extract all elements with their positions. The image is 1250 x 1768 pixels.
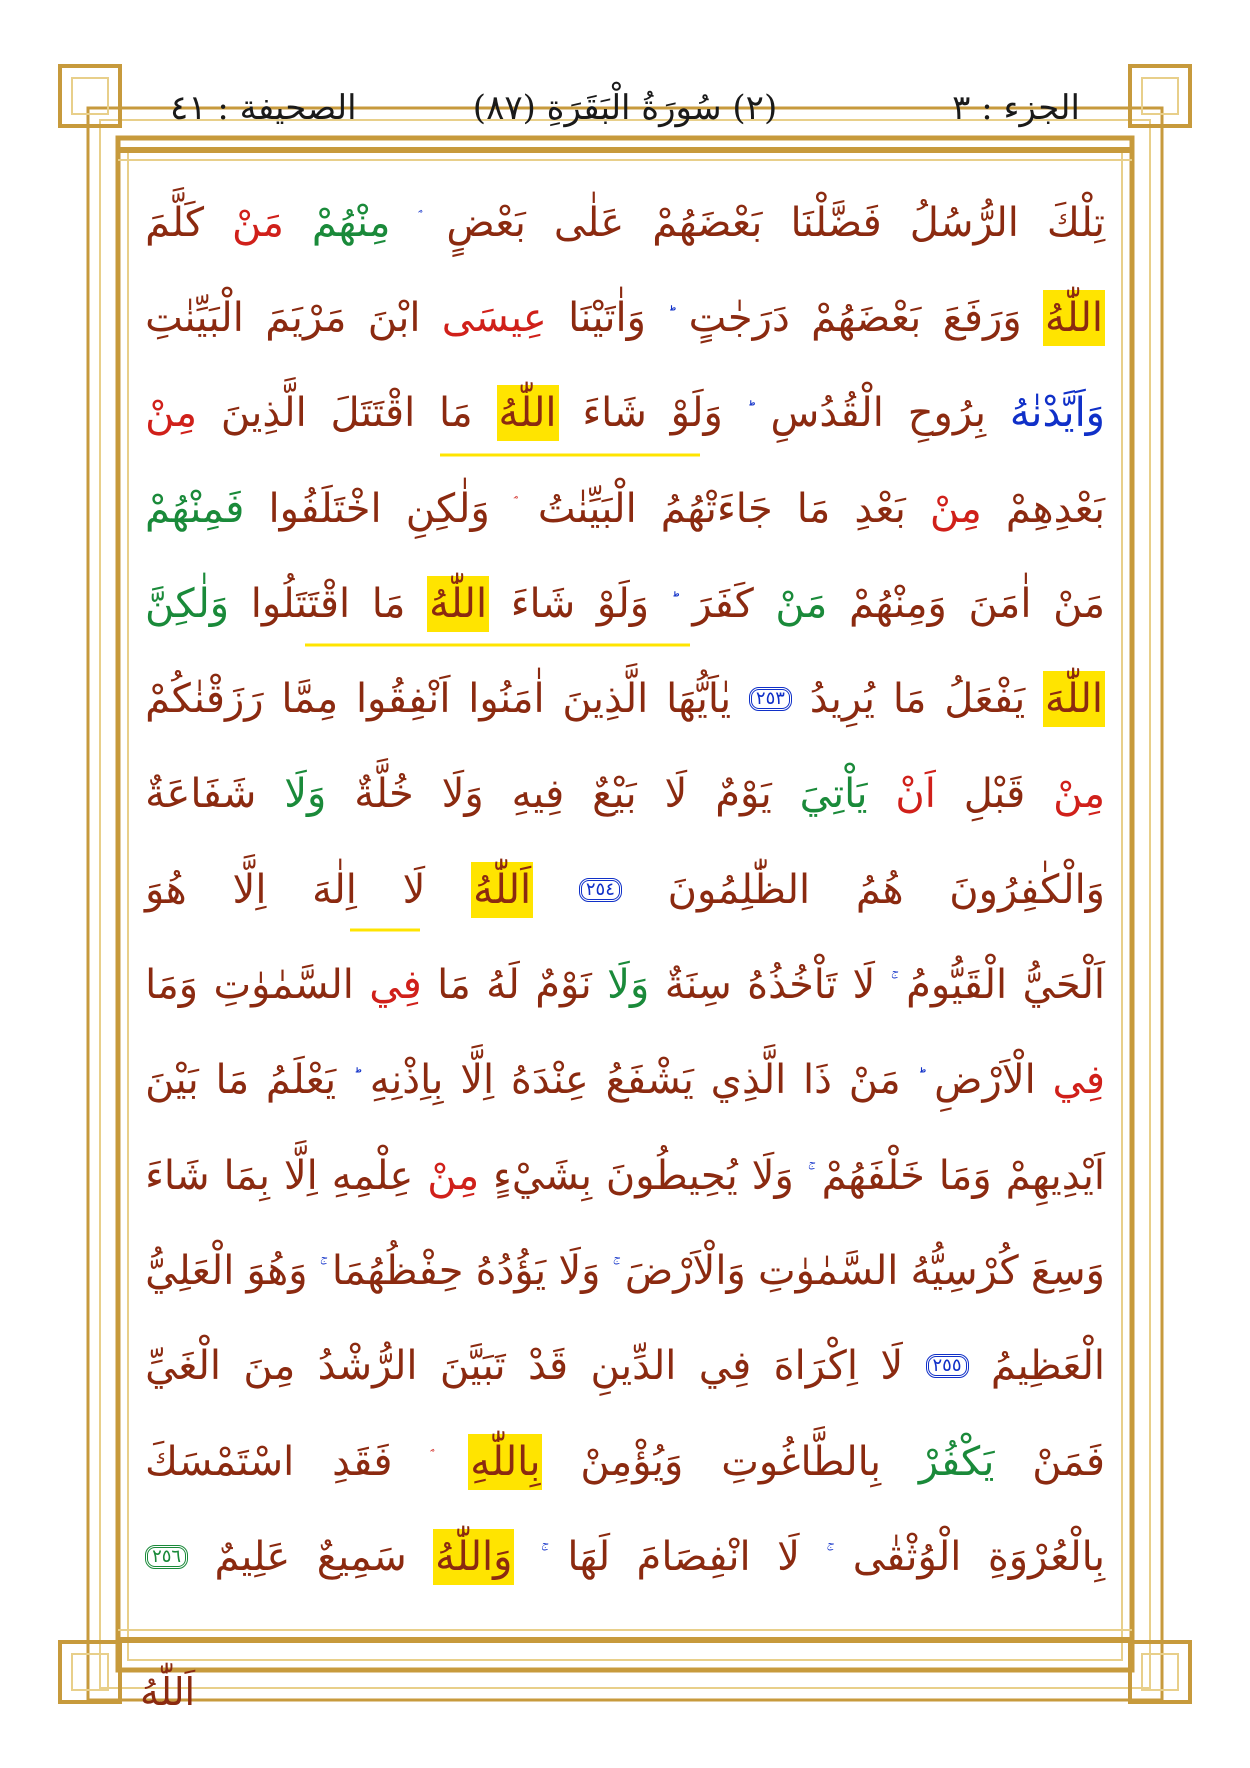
word: وَلَا: [607, 962, 650, 1009]
text-line: [145, 747, 1105, 842]
text-line: [145, 1414, 1105, 1509]
word: الَّذِينَ: [562, 676, 649, 723]
word: ذَا: [803, 1057, 832, 1104]
word: وَاٰتَيْنَا: [568, 294, 646, 341]
word: الْبَيِّنٰتُ: [537, 485, 637, 532]
word: يَوْمٌ: [715, 771, 772, 818]
word: كَفَرَ: [692, 580, 754, 627]
word: خُلَّةٌ: [354, 771, 414, 818]
word: وَهُوَ: [246, 1247, 308, 1294]
word: شَاءَ: [582, 390, 647, 437]
word: مَرْيَمَ: [265, 294, 347, 341]
word: الْاَرْضِ: [934, 1057, 1036, 1104]
word: لَا: [402, 866, 426, 913]
word: مِنْ: [1053, 771, 1105, 818]
word: وَالْاَرْضَ: [624, 1247, 746, 1294]
word: عِنْدَهُ: [510, 1057, 589, 1104]
corner-ornament-bottom-left: [60, 1642, 120, 1702]
word: كَلَّمَ: [145, 199, 205, 246]
word: مَنْ: [232, 199, 284, 246]
word: بَعْدِهِمْ: [1005, 485, 1105, 532]
word: عَلٰى: [553, 199, 625, 246]
word: اخْتَلَفُوا: [268, 485, 382, 532]
word: كُرْسِيُّهُ: [910, 1247, 1019, 1294]
text-line: [145, 1509, 1105, 1604]
word: الْقُدُسِ: [770, 390, 884, 437]
word: رَزَقْنٰكُمْ: [145, 676, 264, 723]
word: بَعْضَهُمْ: [652, 199, 763, 246]
word: مَا: [892, 676, 927, 723]
word: مَا: [437, 962, 471, 1009]
word: سَمِيعٌ: [316, 1533, 407, 1580]
page-number: الصحيفة : ٤١: [170, 88, 357, 128]
text-line: [145, 937, 1105, 1032]
word: وَلٰكِنِ: [405, 485, 490, 532]
word: فَمَنْ: [1032, 1438, 1105, 1485]
word: وَلٰكِنَّ: [145, 580, 230, 627]
word: اَلْحَيُّ: [1022, 962, 1105, 1009]
text-line: [145, 1033, 1105, 1128]
word: وَلَا: [441, 771, 484, 818]
word: يَكْفُرْ: [918, 1438, 995, 1485]
word: الْعَلِيُّ: [145, 1247, 235, 1294]
word: يُرِيدُ: [809, 676, 876, 723]
word: فِي: [369, 962, 422, 1009]
word: حِفْظُهُمَا: [331, 1247, 464, 1294]
word: وَمِنْهُمْ: [848, 580, 947, 627]
word: تِلْكَ: [1046, 199, 1105, 246]
text-line: [145, 1319, 1105, 1414]
word: قَبْلِ: [963, 771, 1026, 818]
word: مِنْ: [145, 390, 197, 437]
word: اَنْفِقُوا: [355, 676, 451, 723]
word: يَفْعَلُ: [944, 676, 1026, 723]
word: ابْنَ: [367, 294, 421, 341]
word: وَلَا: [558, 1247, 601, 1294]
word: عَلِيمٌ: [214, 1533, 291, 1580]
word: اِلَّا: [460, 1057, 495, 1104]
word: الَّذِي: [710, 1057, 787, 1104]
highlighted-word: اللّٰهُ: [1043, 290, 1105, 346]
word: اِلَّا: [232, 866, 267, 913]
highlighted-word: اَللّٰهُ: [471, 862, 533, 918]
word: شَاءَ: [510, 580, 576, 627]
highlighted-word: اللّٰهُ: [427, 576, 489, 632]
word: الرُّسُلُ: [909, 199, 1019, 246]
surah-title: (٢) سُورَةُ الْبَقَرَةِ (٨٧): [472, 88, 778, 128]
word: مِنْهُمْ: [311, 199, 391, 246]
text-line: [145, 461, 1105, 556]
word: قَدْ: [528, 1343, 569, 1390]
word: مَنْ: [1053, 580, 1105, 627]
word: يٰاَيُّهَا: [666, 676, 732, 723]
word: الْعَظِيمُ: [990, 1343, 1105, 1390]
word: بِشَيْءٍ: [493, 1152, 592, 1199]
word: هُمُ: [855, 866, 904, 913]
word: لَا: [880, 1343, 904, 1390]
word: بِاِذْنِهِ: [369, 1057, 444, 1104]
word: بَعْضٍ: [446, 199, 526, 246]
word: مِنَ: [243, 1343, 296, 1390]
text-line: [145, 270, 1105, 365]
ayah-number-marker: ٢٥٤: [579, 878, 622, 902]
word: بِرُوحِ: [907, 390, 987, 437]
word: يَاْتِيَ: [799, 771, 868, 818]
word: مَنْ: [848, 1057, 901, 1104]
ayah-number-marker: ٢٥٦: [145, 1545, 188, 1569]
word: مَا: [371, 580, 406, 627]
word: هُوَ: [145, 866, 187, 913]
word: سِنَةٌ: [664, 962, 732, 1009]
word: لَهَا: [567, 1533, 611, 1580]
word: مَا: [439, 390, 473, 437]
word: السَّمٰوٰتِ: [213, 962, 354, 1009]
word: شَفَاعَةٌ: [145, 771, 257, 818]
word: وَلَا: [284, 771, 327, 818]
word: بِمَا: [223, 1152, 270, 1199]
word: فَضَّلْنَا: [790, 199, 882, 246]
catchword: اَللّٰهُ: [140, 1670, 196, 1714]
corner-ornament-top-left: [60, 66, 120, 126]
word: وَمَا: [145, 962, 199, 1009]
word: لَا: [777, 1533, 800, 1580]
word: اِكْرَاهَ: [773, 1343, 858, 1390]
word: الرُّشْدُ: [317, 1343, 418, 1390]
word: بَعْضَهُمْ: [811, 294, 922, 341]
text-line: [145, 1128, 1105, 1223]
word: جَاءَتْهُمُ: [660, 485, 773, 532]
word: وَمَا: [938, 1152, 992, 1199]
word: الْقَيُّومُ: [906, 962, 1008, 1009]
word: اِلٰهَ: [312, 866, 357, 913]
word: وَلَوْ: [670, 390, 723, 437]
word: مَا: [215, 1057, 250, 1104]
word: اِلَّا: [283, 1152, 318, 1199]
word: بَعْدِ: [854, 485, 906, 532]
word: بِالْعُرْوَةِ: [987, 1533, 1105, 1580]
word: اَنْ: [895, 771, 936, 818]
word: بَيْنَ: [145, 1057, 199, 1104]
word: تَاْخُذُهُ: [747, 962, 838, 1009]
word: وَلَا: [751, 1152, 794, 1199]
highlighted-word: اللّٰهُ: [497, 385, 559, 441]
word: يَؤُدُهُ: [475, 1247, 547, 1294]
corner-ornament-bottom-right: [1130, 1642, 1190, 1702]
word: عِيسَى: [441, 294, 547, 341]
text-line: [145, 842, 1105, 937]
word: فِي: [1052, 1057, 1105, 1104]
word: الْوُثْقٰى: [852, 1533, 962, 1580]
word: فِيهِ: [511, 771, 565, 818]
corner-ornament-top-right: [1130, 66, 1190, 126]
word: اٰمَنُوا: [468, 676, 545, 723]
page-header: [150, 78, 1100, 148]
text-line: [145, 651, 1105, 746]
word: الْبَيِّنٰتِ: [145, 294, 244, 341]
word: فَمِنْهُمْ: [145, 485, 245, 532]
word: يَشْفَعُ: [605, 1057, 694, 1104]
text-line: [145, 366, 1105, 461]
word: اقْتَتَلَ: [330, 390, 416, 437]
word: عِلْمِهِ: [331, 1152, 414, 1199]
word: فِي: [698, 1343, 752, 1390]
word: بَيْعٌ: [592, 771, 637, 818]
word: الدِّينِ: [590, 1343, 677, 1390]
ayah-number-marker: ٢٥٣: [749, 687, 792, 711]
word: الَّذِينَ: [220, 390, 307, 437]
word: تَبَيَّنَ: [439, 1343, 506, 1390]
word: فَقَدِ: [332, 1438, 393, 1485]
word: انْفِصَامَ: [636, 1533, 751, 1580]
word: اسْتَمْسَكَ: [145, 1438, 295, 1485]
word: خَلْفَهُمْ: [821, 1152, 925, 1199]
quran-text-block: [145, 175, 1105, 1605]
highlighted-word: بِاللّٰهِ: [468, 1434, 542, 1490]
text-line: [145, 556, 1105, 651]
word: لَهُ: [486, 962, 520, 1009]
word: اٰمَنَ: [968, 580, 1032, 627]
word: نَوْمٌ: [535, 962, 592, 1009]
word: مِنْ: [427, 1152, 480, 1199]
word: الْغَيِّ: [145, 1343, 222, 1390]
highlighted-word: اللّٰهَ: [1043, 671, 1105, 727]
word: مَا: [796, 485, 831, 532]
word: وَاَيَّدْنٰهُ: [1009, 390, 1105, 437]
highlighted-word: وَاللّٰهُ: [433, 1529, 514, 1585]
word: دَرَجٰتٍ: [688, 294, 790, 341]
word: مَنْ: [775, 580, 828, 627]
word: وَسِعَ: [1030, 1247, 1105, 1294]
word: يَعْلَمُ: [265, 1057, 337, 1104]
word: لَا: [852, 962, 876, 1009]
word: وَيُؤْمِنْ: [580, 1438, 684, 1485]
word: مِنْ: [929, 485, 982, 532]
ayah-number-marker: ٢٥٥: [926, 1354, 969, 1378]
word: وَرَفَعَ: [942, 294, 1022, 341]
word: وَالْكٰفِرُونَ: [949, 866, 1105, 913]
word: مِمَّا: [281, 676, 339, 723]
word: السَّمٰوٰتِ: [757, 1247, 899, 1294]
text-line: [145, 175, 1105, 270]
word: شَاءَ: [145, 1152, 210, 1199]
text-line: [145, 1223, 1105, 1318]
word: لَا: [664, 771, 688, 818]
word: يُحِيطُونَ: [605, 1152, 738, 1199]
juz-number: الجزء : ٣: [952, 88, 1080, 128]
word: وَلَوْ: [596, 580, 650, 627]
word: بِالطَّاغُوتِ: [721, 1438, 881, 1485]
word: الظّٰلِمُونَ: [667, 866, 811, 913]
word: اقْتَتَلُوا: [250, 580, 351, 627]
word: اَيْدِيهِمْ: [1005, 1152, 1105, 1199]
